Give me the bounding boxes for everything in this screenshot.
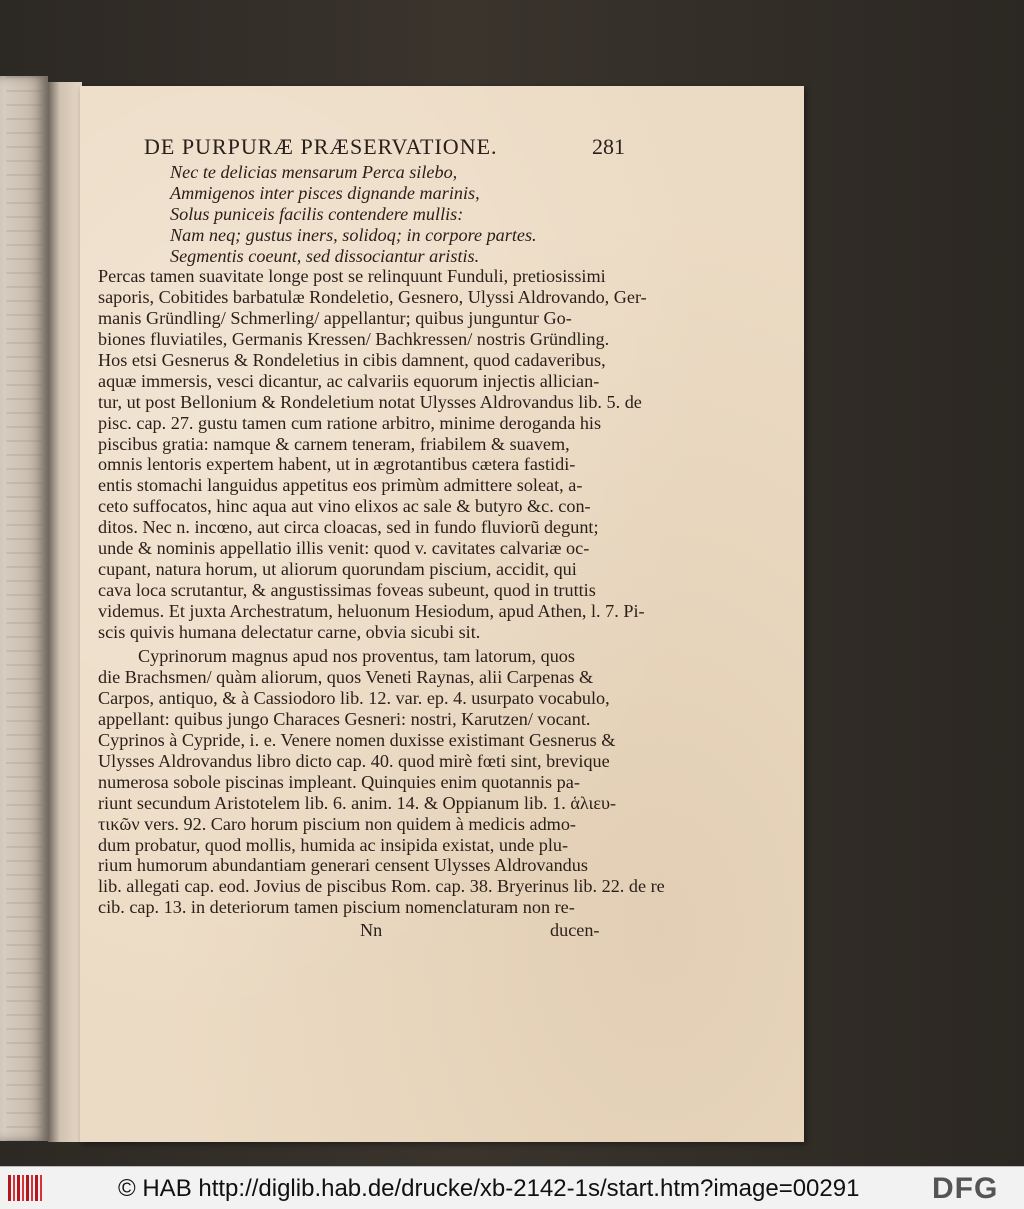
verse-line: Nec te delicias mensarum Perca silebo, [170,162,458,182]
hab-barcode-icon [8,1175,44,1201]
signature-mark: Nn [360,920,383,941]
text-line: cib. cap. 13. in deteriorum tamen piscium nomenclaturam non re- [98,897,575,918]
text-line: cava loca scrutantur, & angustissimas foveas subeunt, quod in truttis [98,579,596,600]
text-line: numerosa sobole piscinas impleant. Quinquies enim quotannis pa- [98,771,580,792]
text-line: Ulysses Aldrovandus libro dicto cap. 40. quod mirè fœti sint, brevique [98,750,610,771]
scanned-page [80,86,804,1142]
text-line: manis Gründling/ Schmerling/ appellantur; quibus junguntur Go- [98,308,572,329]
text-line: piscibus gratia: namque & carnem teneram, friabilem & suavem, [98,433,570,454]
text-line: biones fluviatiles, Germanis Kressen/ Bachkressen/ nostris Gründling. [98,329,610,350]
facing-page-edge [0,76,48,1141]
verse-line: Ammigenos inter pisces dignande marinis, [170,182,480,203]
text-line: videmus. Et juxta Archestratum, heluonum Hesiodum, apud Athen, l. 7. Pi- [98,600,645,621]
text-line: τικῶν vers. 92. Caro horum piscium non quidem à medicis admo- [98,813,576,834]
body-text [98,162,665,944]
page-number: 281 [592,134,625,159]
dfg-logo-icon: DFG [932,1172,999,1205]
text-line: riunt secundum Aristotelem lib. 6. anim. 14. & Oppianum lib. 1. ἁλιευ- [98,792,617,813]
text-line: unde & nominis appellatio illis venit: quod v. cavitates calvariæ oc- [98,538,590,559]
text-line: scis quivis humana delectatur carne, obvia sicubi sit. [98,621,481,642]
text-line: ceto suffocatos, hinc aqua aut vino elixos ac sale & butyro &c. con- [98,496,591,517]
catchword: ducen- [550,920,600,941]
text-line: omnis lentoris expertem habent, ut in ægrotantibus cætera fastidi- [98,454,576,475]
text-line: appellant: quibus jungo Characes Gesneri: nostri, Karutzen/ vocant. [98,709,591,730]
text-line: cupant, natura horum, ut aliorum quorundam piscium, accidit, qui [98,558,577,579]
text-line: Cyprinorum magnus apud nos proventus, tam latorum, quos [138,646,575,667]
text-line: saporis, Cobitides barbatulæ Rondeletio, Gesnero, Ulyssi Aldrovando, Ger- [98,287,647,308]
text-line: lib. allegati cap. eod. Jovius de piscibus Rom. cap. 38. Bryerinus lib. 22. de re [98,876,665,897]
text-line: ditos. Nec n. incœno, aut circa cloacas, sed in fundo fluviorũ degunt; [98,517,599,538]
text-line: Carpos, antiquo, & à Cassiodoro lib. 12. var. ep. 4. usurpato vocabulo, [98,688,610,709]
attribution-bar [0,1166,1024,1209]
text-line: pisc. cap. 27. gustu tamen cum ratione arbitro, minime deroganda his [98,412,602,433]
text-line: Hos etsi Gesnerus & Rondeletius in cibis damnent, quod cadaveribus, [98,350,606,371]
text-line: Percas tamen suavitate longe post se relinquunt Funduli, pretiosissimi [98,266,606,287]
page-footer [98,920,626,944]
text-line: entis stomachi languidus appetitus eos primùm admittere soleat, a- [98,475,583,496]
text-line: dum probatur, quod mollis, humida ac insipida existat, unde plu- [98,834,569,855]
text-line: die Brachsmen/ quàm aliorum, quos Veneti Raynas, alii Carpenas & [98,667,594,688]
text-line: rium humorum abundantiam generari censent Ulysses Aldrovandus [98,855,588,876]
verse-line: Solus puniceis facilis contendere mullis: [170,203,464,224]
text-line: Cyprinos à Cypride, i. e. Venere nomen duxisse existimant Gesnerus & [98,730,616,751]
verse-line: Segmentis coeunt, sed dissociantur aristis. [170,245,480,266]
verse-line: Nam neq; gustus iners, solidoq; in corpore partes. [170,224,537,245]
book-gutter [48,82,82,1142]
text-line: tur, ut post Bellonium & Rondeletium notat Ulysses Aldrovandus lib. 5. de [98,391,642,412]
copyright-link[interactable]: © HAB http://diglib.hab.de/drucke/xb-2142-1s/start.htm?image=00291 [118,1175,860,1202]
text-line: aquæ immersis, vesci dicantur, ac calvariis equorum injectis allician- [98,370,600,391]
running-header: DE PURPURÆ PRÆSERVATIONE. [144,134,498,159]
